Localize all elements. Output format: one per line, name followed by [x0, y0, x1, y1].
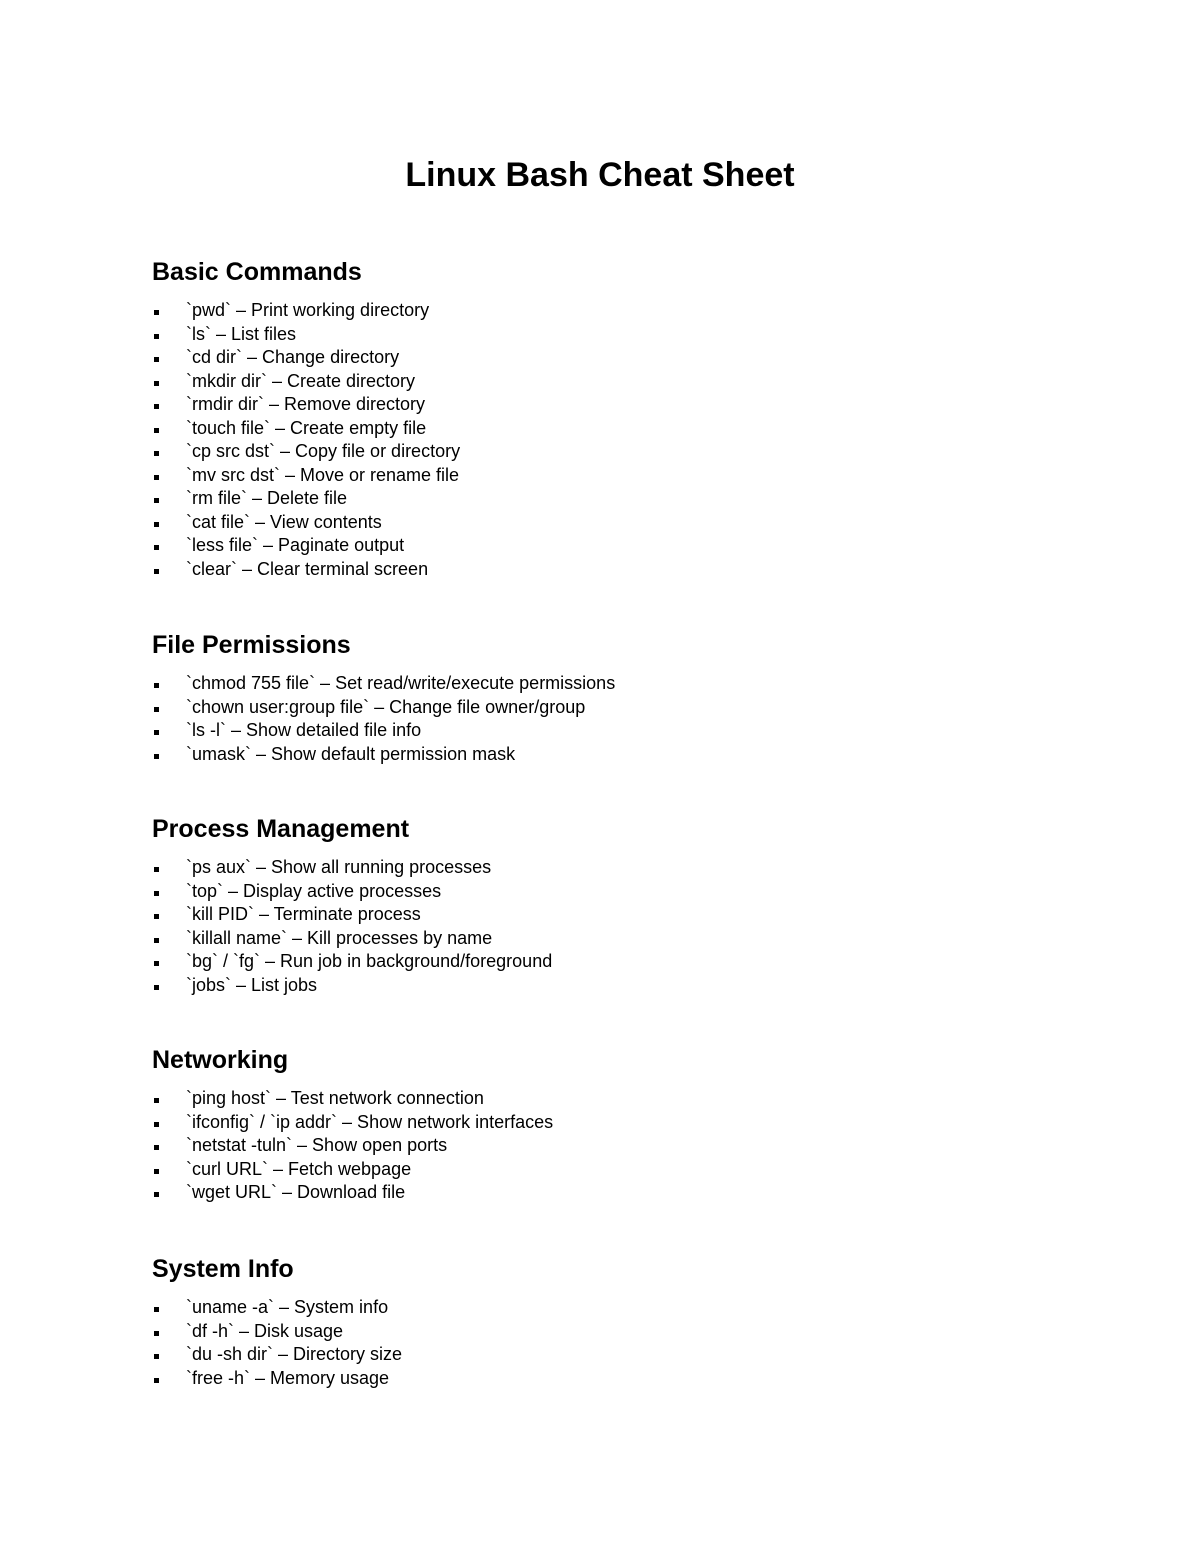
bullet-icon [154, 914, 159, 919]
list-item [152, 464, 1052, 488]
command-list [152, 672, 1052, 766]
section-file-permissions [152, 630, 1052, 766]
section-process-management [152, 814, 1052, 997]
list-item [152, 950, 1052, 974]
document-title: Linux Bash Cheat Sheet [405, 156, 795, 194]
list-item-text: `top` – Display active processes [186, 880, 442, 901]
list-item [152, 743, 1052, 767]
list-item-text: `ls` – List files [186, 323, 297, 344]
bullet-icon [154, 985, 159, 990]
bullet-icon [154, 1331, 159, 1336]
list-item [152, 299, 1052, 323]
list-item-text: `umask` – Show default permission mask [186, 743, 516, 764]
list-item-text: `rm file` – Delete file [186, 488, 348, 508]
bullet-icon [154, 1378, 159, 1383]
bullet-icon [154, 938, 159, 943]
bullet-icon [154, 891, 159, 896]
section-heading: System Info [152, 1255, 294, 1283]
list-item-text: `ping host` – Test network connection [186, 1088, 484, 1108]
list-item-text: `cp src dst` – Copy file or directory [186, 441, 461, 461]
list-item [152, 1087, 1052, 1111]
bullet-icon [154, 404, 159, 409]
bullet-icon [154, 357, 159, 362]
list-item-text: `cd dir` – Change directory [186, 347, 400, 367]
bullet-icon [154, 381, 159, 386]
list-item-text: `free -h` – Memory usage [186, 1367, 390, 1388]
bullet-icon [154, 1122, 159, 1127]
list-item [152, 1296, 1052, 1320]
list-item-text: `touch file` – Create empty file [186, 417, 427, 438]
list-item-text: `chmod 755 file` – Set read/write/execute permissions [186, 673, 616, 693]
section-heading: Networking [152, 1046, 289, 1074]
list-item [152, 856, 1052, 880]
list-item [152, 487, 1052, 511]
bullet-icon [154, 522, 159, 527]
section-networking [152, 1045, 1052, 1205]
bullet-icon [154, 545, 159, 550]
list-item [152, 1367, 1052, 1391]
command-list [152, 856, 1052, 997]
list-item-text: `chown user:group file` – Change file owner/group [186, 696, 586, 717]
list-item-text: `jobs` – List jobs [186, 974, 318, 995]
list-item [152, 1111, 1052, 1135]
command-list [152, 1296, 1052, 1390]
bullet-icon [154, 1307, 159, 1312]
list-item [152, 1134, 1052, 1158]
section-system-info [152, 1254, 1052, 1390]
list-item-text: `rmdir dir` – Remove directory [186, 394, 426, 414]
bullet-icon [154, 867, 159, 872]
list-item-text: `curl URL` – Fetch webpage [186, 1158, 412, 1179]
list-item [152, 346, 1052, 370]
list-item-text: `killall name` – Kill processes by name [186, 927, 493, 948]
bullet-icon [154, 1145, 159, 1150]
bullet-icon [154, 707, 159, 712]
list-item-text: `bg` / `fg` – Run job in background/foreground [186, 951, 553, 971]
list-item [152, 1181, 1052, 1205]
bullet-icon [154, 569, 159, 574]
list-item-text: `ls -l` – Show detailed file info [186, 720, 422, 740]
list-item-text: `mv src dst` – Move or rename file [186, 464, 460, 485]
list-item [152, 511, 1052, 535]
bullet-icon [154, 961, 159, 966]
list-item-text: `du -sh dir` – Directory size [186, 1344, 403, 1364]
bullet-icon [154, 428, 159, 433]
list-item [152, 417, 1052, 441]
bullet-icon [154, 451, 159, 456]
list-item-text: `kill PID` – Terminate process [186, 904, 421, 924]
list-item-text: `ifconfig` / `ip addr` – Show network interfaces [186, 1111, 554, 1132]
bullet-icon [154, 310, 159, 315]
list-item [152, 558, 1052, 582]
list-item-text: `ps aux` – Show all running processes [186, 857, 492, 877]
list-item [152, 880, 1052, 904]
list-item-text: `mkdir dir` – Create directory [186, 370, 416, 391]
list-item [152, 719, 1052, 743]
list-item-text: `pwd` – Print working directory [186, 300, 430, 320]
bullet-icon [154, 334, 159, 339]
list-item [152, 974, 1052, 998]
bullet-icon [154, 683, 159, 688]
bullet-icon [154, 1098, 159, 1103]
list-item [152, 903, 1052, 927]
list-item [152, 370, 1052, 394]
list-item [152, 696, 1052, 720]
bullet-icon [154, 730, 159, 735]
section-heading: File Permissions [152, 631, 351, 659]
list-item [152, 323, 1052, 347]
list-item-text: `df -h` – Disk usage [186, 1320, 344, 1341]
list-item-text: `uname -a` – System info [186, 1297, 389, 1317]
list-item [152, 927, 1052, 951]
list-item-text: `cat file` – View contents [186, 511, 382, 532]
bullet-icon [154, 754, 159, 759]
list-item-text: `wget URL` – Download file [186, 1182, 406, 1202]
bullet-icon [154, 475, 159, 480]
list-item [152, 1320, 1052, 1344]
section-heading: Process Management [152, 815, 410, 843]
list-item [152, 440, 1052, 464]
list-item [152, 672, 1052, 696]
list-item-text: `clear` – Clear terminal screen [186, 558, 429, 579]
command-list [152, 1087, 1052, 1205]
list-item [152, 1158, 1052, 1182]
bullet-icon [154, 498, 159, 503]
list-item [152, 393, 1052, 417]
bullet-icon [154, 1169, 159, 1174]
section-basic-commands [152, 257, 1052, 581]
bullet-icon [154, 1192, 159, 1197]
command-list [152, 299, 1052, 581]
list-item [152, 534, 1052, 558]
list-item-text: `netstat -tuln` – Show open ports [186, 1135, 448, 1155]
section-heading: Basic Commands [152, 258, 362, 286]
list-item [152, 1343, 1052, 1367]
list-item-text: `less file` – Paginate output [186, 535, 405, 555]
bullet-icon [154, 1354, 159, 1359]
